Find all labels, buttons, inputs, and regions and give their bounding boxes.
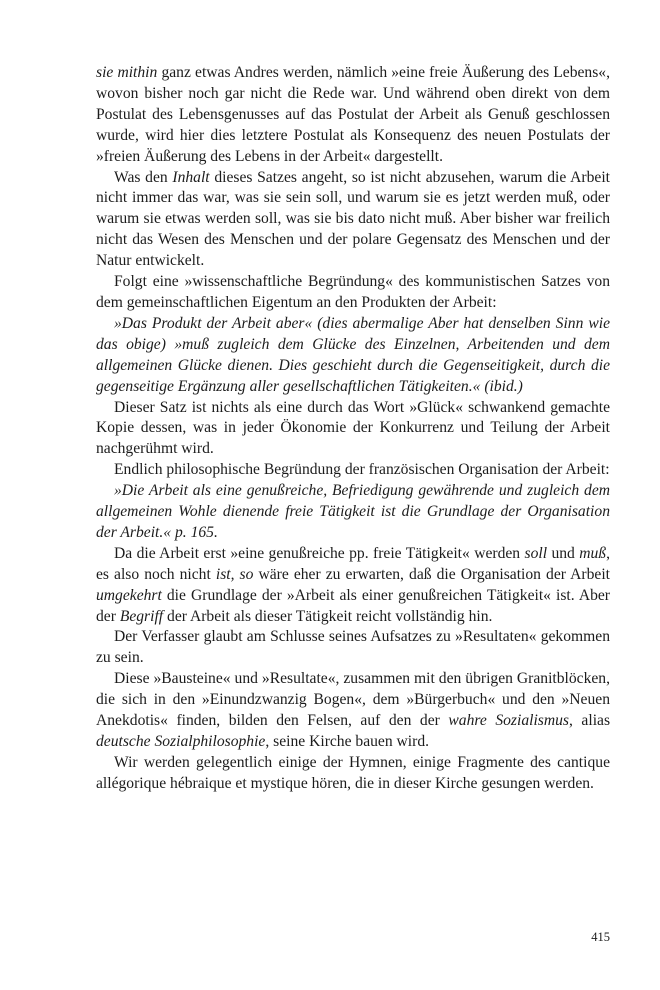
text-span: Da die Arbeit erst »eine genußreiche pp. freie Tätigkeit« werden xyxy=(114,544,525,562)
text-span: wahre Sozialismus xyxy=(448,712,569,730)
page-number: 415 xyxy=(591,930,610,944)
block-quote xyxy=(96,481,610,544)
text-span: dieses Satzes angeht, so ist nicht abzusehen, warum die Arbeit nicht immer das war, was sie sein soll, und warum sie es jetzt werden muß, oder warum sie etwas werden soll, was sie bis dato nicht muß. Aber bisher war freilich nicht das Wesen des Menschen und der polare Gegensatz des Menschen und der Natur entwickelt. xyxy=(96,168,610,270)
text-span: sie mithin xyxy=(96,64,158,81)
text-span: , alias xyxy=(569,712,611,730)
text-span: Inhalt xyxy=(172,168,210,186)
text-span: Der Verfasser glaubt am Schlusse seines Aufsatzes zu »Resultaten« gekommen zu sein. xyxy=(96,628,610,667)
text-span: umgekehrt xyxy=(96,586,162,604)
text-span: Endlich philosophische Begründung der französischen Organisation der Arbeit: xyxy=(114,461,610,479)
text-span: ist, so xyxy=(215,565,254,583)
paragraph xyxy=(96,753,610,795)
text-span: Dieser Satz ist nichts als eine durch das Wort »Glück« schwankend gemachte Kopie dessen, was in jeder Ökonomie der Konkurrenz und Teilung der Arbeit nachgerühmt wird. xyxy=(96,398,610,458)
text-span: Wir werden gelegentlich einige der Hymnen, einige Fragmente des cantique allégorique hébraique et mystique hören, die in dieser Kirche gesungen werden. xyxy=(96,753,610,792)
paragraph xyxy=(96,272,610,314)
text-span: Folgt eine »wissenschaftliche Begründung« des kommunistischen Satzes von dem gemeinschaftlichen Eigentum an den Produkten der Arbeit: xyxy=(96,273,610,311)
text-span: deutsche Sozialphilosophie xyxy=(96,733,266,750)
block-quote xyxy=(96,314,610,398)
paragraph xyxy=(96,627,610,669)
text-span: muß xyxy=(579,544,607,562)
paragraph xyxy=(96,460,610,481)
text-span: soll xyxy=(524,544,548,562)
paragraph xyxy=(96,168,610,273)
text-span: »Das Produkt der Arbeit aber« (dies abermalige Aber hat denselben Sinn wie das obige) »muß zugleich dem Glücke des Einzelnen, Arbeitenden und dem allgemeinen Glücke dienen. Dies geschieht durch die Gegenseitigkeit, durch die gegenseitige Ergänzung aller gesellschaftlichen Tätigkeiten.« (ibid.) xyxy=(96,314,610,395)
paragraph xyxy=(96,669,610,753)
text-span: Begriff xyxy=(119,607,164,625)
paragraph xyxy=(96,398,610,461)
paragraph xyxy=(96,544,610,628)
text-span: der Arbeit als dieser Tätigkeit reicht vollständig hin. xyxy=(163,607,493,625)
text-span: , es also noch nicht xyxy=(96,544,610,583)
text-span: , seine Kirche bauen wird. xyxy=(265,733,430,750)
text-span: »Die Arbeit als eine genußreiche, Befriedigung gewährende und zugleich dem allgemeinen Wohle dienende freie Tätigkeit ist die Grundlage der Organisation der Arbeit.« p. 165. xyxy=(96,482,610,541)
document-page xyxy=(96,63,610,795)
text-span: wäre eher zu erwarten, daß die Organisation der Arbeit xyxy=(253,565,610,583)
text-span: Was den xyxy=(114,168,173,186)
text-span: Diese »Bausteine« und »Resultate«, zusammen mit den übrigen Granitblöcken, die sich in den »Einundzwanzig Bogen«, dem »Bürgerbuch« und den »Neuen Anekdotis« finden, bilden den Felsen, auf den der xyxy=(96,670,610,730)
text-span: die Grundlage der »Arbeit als einer genußreichen Tätigkeit« ist. Aber der xyxy=(96,586,610,625)
text-span: ganz etwas Andres werden, nämlich »eine freie Äußerung des Lebens«, wovon bisher noch gar nicht die Rede war. Und während oben direkt von dem Postulat des Lebensgenusses auf das Postulat der Arbeit als Genuß geschlossen wurde, wird hier dies letztere Postulat als Konsequenz des neuen Postulats der »freien Äußerung des Lebens in der Arbeit« dargestellt. xyxy=(96,64,610,165)
paragraph xyxy=(96,63,610,168)
text-span: und xyxy=(547,544,580,562)
